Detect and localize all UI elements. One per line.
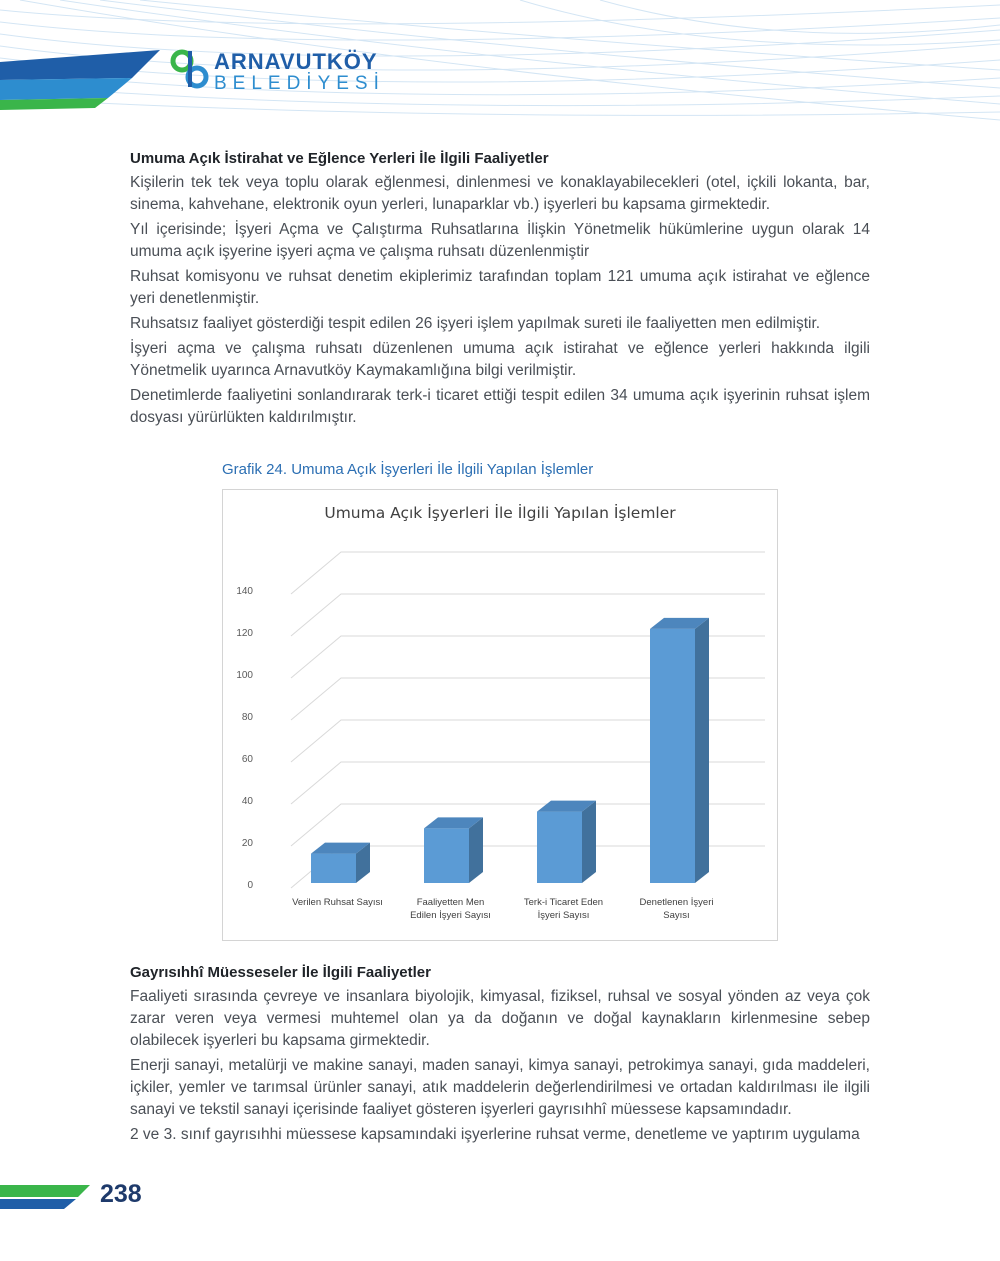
y-tick-label: 60 (241, 754, 253, 765)
x-tick-label: Verilen Ruhsat Sayısı (292, 897, 383, 908)
brand-name-line2: BELEDİYESİ (214, 73, 385, 94)
bar-side (469, 817, 483, 883)
footer-decoration (0, 1183, 100, 1213)
y-tick-label: 120 (236, 628, 253, 639)
chart-title: Umuma Açık İşyerleri İle İlgili Yapılan İşlemler (324, 504, 676, 522)
section-title: Gayrısıhhî Müesseseler İle İlgili Faaliyetler (130, 964, 431, 981)
y-tick-label: 80 (241, 712, 253, 723)
y-tick-label: 20 (241, 838, 253, 849)
header-decoration (0, 0, 1000, 125)
bar-front (311, 854, 356, 883)
bar-front (537, 812, 582, 883)
paragraph: Faaliyeti sırasında çevreye ve insanlara biyolojik, kimyasal, fiziksel, ruhsal ve sosyal yönden az veya çok zarar veren veya vermesi muhtemel olan ya da doğanın ve doğal kaynakların kirlenmesine sebep olabilecek işyerleri bu kapsama girmektedir. (130, 988, 870, 1049)
x-tick-label: Sayısı (663, 910, 690, 921)
figure-caption: Grafik 24. Umuma Açık İşyerleri İle İlgili Yapılan İşlemler (222, 461, 594, 478)
x-tick-label: Edilen İşyeri Sayısı (410, 910, 491, 921)
paragraph: Denetimlerde faaliyetini sonlandırarak terk-i ticaret ettiği tespit edilen 34 umuma açık işyerinin ruhsat işlem dosyası yürürlükten kaldırılmıştır. (130, 387, 870, 426)
bar-front (424, 828, 469, 883)
y-tick-label: 0 (247, 880, 253, 891)
bar-side (695, 618, 709, 883)
paragraph: Kişilerin tek tek veya toplu olarak eğlenmesi, dinlenmesi ve konaklayabilecekleri (otel, içkili lokanta, bar, sinema, kahvehane, elektronik oyun yerleri, lunaparklar vb.) işyerleri bu kapsama girmektedir. (130, 174, 870, 213)
y-tick-label: 40 (241, 796, 253, 807)
bar-side (582, 801, 596, 883)
paragraph: Ruhsatsız faaliyet gösterdiği tespit edilen 26 işyeri işlem yapılmak sureti ile faaliyetten men edilmiştir. (130, 315, 821, 332)
y-tick-label: 100 (236, 670, 253, 681)
y-tick-label: 140 (236, 586, 253, 597)
x-tick-label: Faaliyetten Men (416, 897, 485, 908)
paragraph: Yıl içerisinde; İşyeri Açma ve Çalıştırma Ruhsatlarına İlişkin Yönetmelik hükümlerine uygun olarak 14 umuma açık işyerine işyeri açma ve çalışma ruhsatı düzenlenmiştir (130, 221, 870, 260)
section-entertainment-venues (130, 150, 870, 432)
section-title: Umuma Açık İstirahat ve Eğlence Yerleri İle İlgili Faaliyetler (130, 150, 549, 167)
section-unsanitary-establishments (130, 964, 870, 1149)
chart-container (222, 489, 778, 941)
bar-front (650, 629, 695, 883)
bar-chart (223, 490, 777, 940)
paragraph: 2 ve 3. sınıf gayrısıhhi müessese kapsamındaki işyerlerine ruhsat verme, denetleme ve yaptırım uygulama (130, 1126, 860, 1143)
logo-leaf-icon (170, 47, 210, 95)
x-tick-label: Denetlenen İşyeri (639, 897, 714, 908)
page-number: 238 (100, 1180, 142, 1208)
paragraph: Enerji sanayi, metalürji ve makine sanayi, maden sanayi, kimya sanayi, petrokimya sanayi, gıda maddeleri, içkiler, yemler ve tarımsal ürünler sanayi, atık maddelerin değerlendirilmesi ve ortadan kaldırılması ile ilgili sanayi ve tekstil sanayi içerisinde faaliyet gösteren işyerleri gayrısıhhî müessese kapsamındadır. (130, 1057, 870, 1118)
brand-name-line1: ARNAVUTKÖY (214, 49, 378, 74)
x-tick-label: Terk-i Ticaret Eden (523, 897, 604, 908)
gridline (291, 552, 765, 594)
paragraph: Ruhsat komisyonu ve ruhsat denetim ekiplerimiz tarafından toplam 121 umuma açık istirahat ve eğlence yeri denetlenmiştir. (130, 268, 870, 307)
paragraph: İşyeri açma ve çalışma ruhsatı düzenlenen umuma açık istirahat ve eğlence yerleri hakkında ilgili Yönetmelik uyarınca Arnavutköy Kaymakamlığına bilgi verilmiştir. (130, 340, 870, 379)
x-tick-label: İşyeri Sayısı (537, 910, 590, 921)
